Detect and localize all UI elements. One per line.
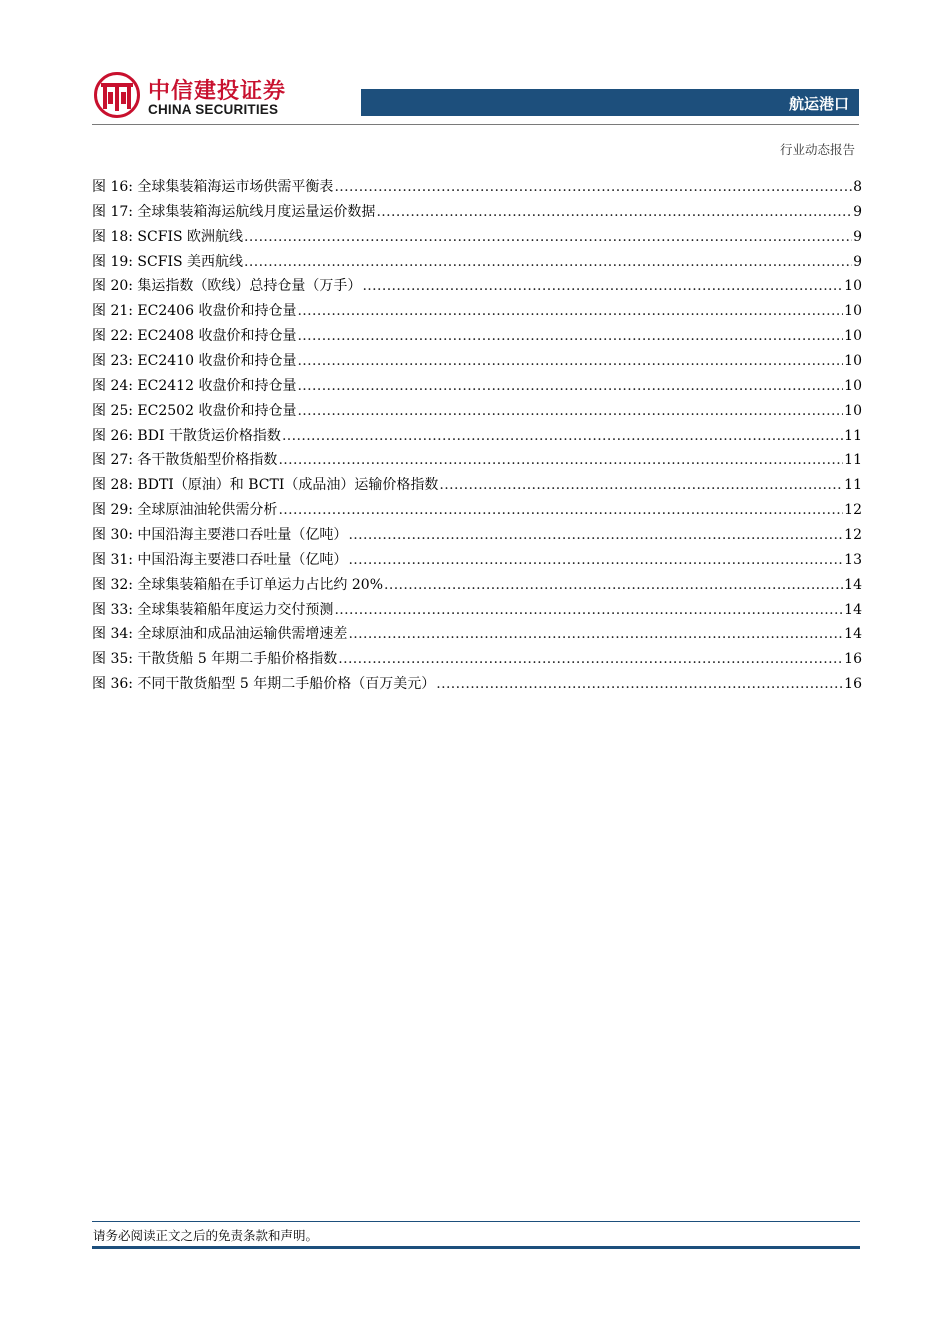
header-divider [92, 124, 859, 125]
sector-label: 航运港口 [788, 95, 849, 113]
toc-entry[interactable] [92, 252, 862, 277]
toc-leader-dots [334, 600, 843, 620]
company-logo [94, 72, 314, 124]
toc-entry-label: 图 19: SCFIS 美西航线 [92, 253, 244, 270]
toc-entry-label: 图 34: 全球原油和成品油运输供需增速差 [92, 626, 348, 643]
toc-entry-page: 14 [844, 576, 862, 593]
toc-entry-label: 图 33: 全球集装箱船年度运力交付预测 [92, 601, 334, 618]
toc-leader-dots [297, 376, 843, 396]
toc-entry-label: 图 27: 各干散货船型价格指数 [92, 452, 278, 469]
sector-banner [361, 89, 859, 116]
toc-entry[interactable] [92, 301, 862, 326]
figure-list [92, 177, 862, 699]
footer-divider-top [92, 1221, 860, 1222]
toc-leader-dots [297, 401, 843, 421]
toc-entry-label: 图 35: 干散货船 5 年期二手船价格指数 [92, 651, 338, 668]
toc-entry-page: 9 [853, 253, 862, 270]
toc-entry-page: 11 [844, 452, 862, 469]
toc-entry[interactable] [92, 649, 862, 674]
logo-english-name: CHINA SECURITIES [148, 102, 279, 117]
toc-entry-page: 14 [844, 601, 862, 618]
toc-entry[interactable] [92, 674, 862, 699]
toc-entry-page: 11 [844, 427, 862, 444]
citic-logo-icon [94, 72, 140, 118]
toc-entry-page: 10 [844, 402, 862, 419]
toc-entry-label: 图 29: 全球原油油轮供需分析 [92, 502, 278, 519]
toc-entry-label: 图 20: 集运指数（欧线）总持仓量（万手） [92, 278, 362, 295]
toc-entry-page: 10 [844, 353, 862, 370]
toc-entry-page: 11 [844, 477, 862, 494]
toc-entry[interactable] [92, 177, 862, 202]
toc-entry-page: 10 [844, 303, 862, 320]
toc-entry-page: 12 [844, 502, 862, 519]
toc-entry-page: 10 [844, 328, 862, 345]
toc-entry-label: 图 26: BDI 干散货运价格指数 [92, 427, 281, 444]
toc-entry-label: 图 36: 不同干散货船型 5 年期二手船价格（百万美元） [92, 676, 436, 693]
toc-entry-page: 8 [853, 179, 862, 195]
toc-entry-label: 图 30: 中国沿海主要港口吞吐量（亿吨） [92, 527, 348, 544]
toc-leader-dots [439, 475, 843, 495]
footer-divider-bottom [92, 1246, 860, 1249]
toc-entry[interactable] [92, 326, 862, 351]
toc-entry-label: 图 23: EC2410 收盘价和持仓量 [92, 353, 297, 370]
toc-leader-dots [334, 177, 852, 197]
toc-entry-page: 13 [844, 551, 862, 568]
toc-entry-label: 图 24: EC2412 收盘价和持仓量 [92, 377, 297, 394]
toc-entry-label: 图 31: 中国沿海主要港口吞吐量（亿吨） [92, 551, 348, 568]
toc-leader-dots [338, 649, 843, 669]
toc-entry-label: 图 21: EC2406 收盘价和持仓量 [92, 303, 297, 320]
toc-entry[interactable] [92, 624, 862, 649]
toc-entry-page: 9 [853, 203, 862, 220]
toc-entry-label: 图 32: 全球集装箱船在手订单运力占比约 20% [92, 576, 383, 593]
toc-leader-dots [244, 227, 852, 247]
toc-leader-dots [376, 202, 852, 222]
toc-leader-dots [297, 326, 843, 346]
toc-entry[interactable] [92, 575, 862, 600]
report-type: 行业动态报告 [779, 142, 855, 157]
toc-leader-dots [297, 301, 843, 321]
toc-entry[interactable] [92, 475, 862, 500]
toc-entry[interactable] [92, 351, 862, 376]
toc-entry-page: 14 [844, 626, 862, 643]
toc-entry-page: 12 [844, 527, 862, 544]
toc-entry-label: 图 16: 全球集装箱海运市场供需平衡表 [92, 179, 334, 195]
toc-entry[interactable] [92, 376, 862, 401]
toc-entry-page: 10 [844, 377, 862, 394]
toc-entry-label: 图 28: BDTI（原油）和 BCTI（成品油）运输价格指数 [92, 477, 439, 494]
logo-chinese-name: 中信建投证券 [148, 79, 287, 104]
toc-entry[interactable] [92, 227, 862, 252]
toc-leader-dots [282, 426, 843, 446]
toc-leader-dots [297, 351, 843, 371]
toc-entry-label: 图 25: EC2502 收盘价和持仓量 [92, 402, 297, 419]
toc-leader-dots [384, 575, 843, 595]
toc-leader-dots [244, 252, 852, 272]
toc-entry[interactable] [92, 600, 862, 625]
toc-entry-label: 图 22: EC2408 收盘价和持仓量 [92, 328, 297, 345]
toc-entry-label: 图 18: SCFIS 欧洲航线 [92, 228, 244, 245]
toc-leader-dots [348, 525, 843, 545]
toc-entry-page: 16 [844, 676, 862, 693]
toc-entry-label: 图 17: 全球集装箱海运航线月度运量运价数据 [92, 203, 376, 220]
toc-entry[interactable] [92, 426, 862, 451]
toc-entry[interactable] [92, 276, 862, 301]
toc-leader-dots [362, 276, 843, 296]
toc-leader-dots [348, 624, 843, 644]
toc-entry[interactable] [92, 202, 862, 227]
toc-leader-dots [348, 550, 843, 570]
toc-entry[interactable] [92, 500, 862, 525]
toc-entry[interactable] [92, 525, 862, 550]
toc-entry[interactable] [92, 401, 862, 426]
toc-entry-page: 10 [844, 278, 862, 295]
footer-disclaimer: 请务必阅读正文之后的免责条款和声明。 [93, 1228, 319, 1243]
toc-leader-dots [278, 450, 843, 470]
toc-entry-page: 9 [853, 228, 862, 245]
toc-entry-page: 16 [844, 651, 862, 668]
toc-leader-dots [278, 500, 843, 520]
toc-leader-dots [436, 674, 843, 694]
toc-entry[interactable] [92, 550, 862, 575]
toc-entry[interactable] [92, 450, 862, 475]
